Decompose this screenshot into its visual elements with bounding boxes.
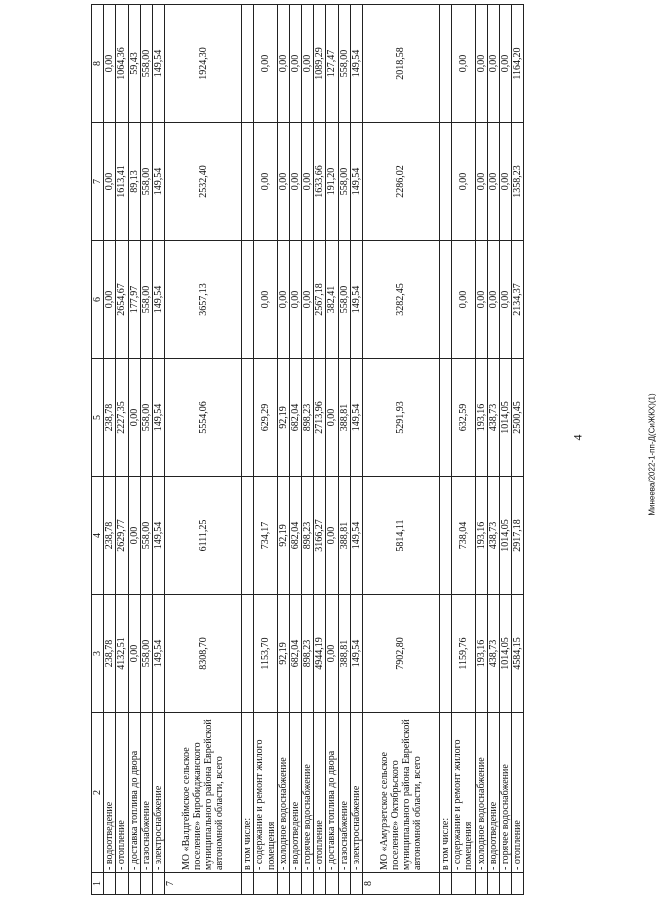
value-cell: 382,41 xyxy=(326,241,338,359)
header-row xyxy=(92,5,104,895)
table-row xyxy=(277,5,289,895)
value-cell: 2917,18 xyxy=(512,477,524,595)
value-cell xyxy=(440,359,452,477)
value-cell: 149,54 xyxy=(152,359,164,477)
row-name: МО «Валдгеймское сельское поселение» Биробиджанского муниципального района Еврейской автономной области, всего xyxy=(165,713,242,873)
table-row xyxy=(452,5,475,895)
value-cell: 193,16 xyxy=(475,359,487,477)
row-index xyxy=(289,873,301,895)
value-cell: 0,00 xyxy=(475,5,487,123)
row-name: - водоотведение xyxy=(104,713,116,873)
value-cell: 1153,70 xyxy=(254,595,277,713)
value-cell: 149,54 xyxy=(350,595,362,713)
value-cell: 0,00 xyxy=(302,123,314,241)
value-cell: 0,00 xyxy=(128,359,140,477)
value-cell: 3166,27 xyxy=(314,477,326,595)
value-cell: 0,00 xyxy=(475,241,487,359)
row-index xyxy=(475,873,487,895)
value-cell: 682,04 xyxy=(289,595,301,713)
row-index xyxy=(277,873,289,895)
value-cell: 149,54 xyxy=(350,123,362,241)
value-cell: 238,78 xyxy=(104,595,116,713)
row-name: - доставка топлива до двора xyxy=(128,713,140,873)
table-row xyxy=(302,5,314,895)
value-cell: 193,16 xyxy=(475,477,487,595)
value-cell: 149,54 xyxy=(350,241,362,359)
header-cell: 5 xyxy=(92,359,104,477)
value-cell: 0,00 xyxy=(289,123,301,241)
table-row xyxy=(104,5,116,895)
row-index xyxy=(338,873,350,895)
value-cell: 149,54 xyxy=(152,123,164,241)
value-cell: 558,00 xyxy=(338,123,350,241)
header-cell: 4 xyxy=(92,477,104,595)
row-name: - электроснабжение xyxy=(152,713,164,873)
value-cell: 558,00 xyxy=(140,241,152,359)
value-cell: 898,23 xyxy=(302,595,314,713)
row-name: в том числе: xyxy=(440,713,452,873)
value-cell: 682,04 xyxy=(289,477,301,595)
value-cell: 2532,40 xyxy=(165,123,242,241)
row-index xyxy=(350,873,362,895)
table-row xyxy=(289,5,301,895)
row-name: - холодное водоснабжение xyxy=(277,713,289,873)
value-cell: 558,00 xyxy=(140,477,152,595)
value-cell: 682,04 xyxy=(289,359,301,477)
page-number: 4 xyxy=(570,434,585,441)
value-cell: 558,00 xyxy=(140,123,152,241)
value-cell: 1358,23 xyxy=(512,123,524,241)
value-cell: 0,00 xyxy=(254,123,277,241)
row-name: - холодное водоснабжение xyxy=(475,713,487,873)
value-cell: 1924,30 xyxy=(165,5,242,123)
value-cell: 0,00 xyxy=(499,5,511,123)
value-cell: 1014,05 xyxy=(499,595,511,713)
value-cell xyxy=(242,359,254,477)
row-name: - доставка топлива до двора xyxy=(326,713,338,873)
row-index xyxy=(254,873,277,895)
table-row xyxy=(254,5,277,895)
value-cell: 2713,96 xyxy=(314,359,326,477)
value-cell xyxy=(242,595,254,713)
table-row xyxy=(440,5,452,895)
row-name: МО «Амурзетское сельское поселение» Октябрьского муниципального района Еврейской автономной области, всего xyxy=(363,713,440,873)
row-index xyxy=(140,873,152,895)
value-cell: 2567,18 xyxy=(314,241,326,359)
value-cell: 0,00 xyxy=(499,241,511,359)
header-cell: 2 xyxy=(92,713,104,873)
row-name: - водоотведение xyxy=(289,713,301,873)
value-cell: 632,59 xyxy=(452,359,475,477)
value-cell: 149,54 xyxy=(152,477,164,595)
value-cell: 5291,93 xyxy=(363,359,440,477)
value-cell: 898,23 xyxy=(302,477,314,595)
value-cell: 191,20 xyxy=(326,123,338,241)
row-index xyxy=(242,873,254,895)
value-cell: 238,78 xyxy=(104,359,116,477)
value-cell: 92,19 xyxy=(277,595,289,713)
value-cell: 438,73 xyxy=(487,359,499,477)
value-cell: 5814,11 xyxy=(363,477,440,595)
value-cell: 558,00 xyxy=(140,359,152,477)
row-index: 7 xyxy=(165,873,242,895)
table-row xyxy=(499,5,511,895)
value-cell: 1159,76 xyxy=(452,595,475,713)
value-cell: 388,81 xyxy=(338,595,350,713)
value-cell: 177,97 xyxy=(128,241,140,359)
table-row xyxy=(512,5,524,895)
row-index xyxy=(104,873,116,895)
value-cell: 3657,13 xyxy=(165,241,242,359)
value-cell: 149,54 xyxy=(350,359,362,477)
value-cell: 149,54 xyxy=(152,5,164,123)
row-name: - отопление xyxy=(512,713,524,873)
value-cell: 1089,29 xyxy=(314,5,326,123)
row-index xyxy=(487,873,499,895)
value-cell xyxy=(440,477,452,595)
header-cell: 1 xyxy=(92,873,104,895)
value-cell: 0,00 xyxy=(289,5,301,123)
value-cell: 8308,70 xyxy=(165,595,242,713)
value-cell: 0,00 xyxy=(499,123,511,241)
value-cell: 127,47 xyxy=(326,5,338,123)
row-name: - отопление xyxy=(116,713,128,873)
value-cell: 2629,77 xyxy=(116,477,128,595)
value-cell: 92,19 xyxy=(277,477,289,595)
row-name: - содержание и ремонт жилого помещения xyxy=(254,713,277,873)
table-row xyxy=(475,5,487,895)
value-cell xyxy=(242,241,254,359)
header-cell: 7 xyxy=(92,123,104,241)
value-cell xyxy=(242,477,254,595)
value-cell xyxy=(242,123,254,241)
value-cell: 558,00 xyxy=(140,595,152,713)
table-row xyxy=(152,5,164,895)
value-cell: 0,00 xyxy=(128,477,140,595)
row-name: - горячее водоснабжение xyxy=(499,713,511,873)
row-index xyxy=(512,873,524,895)
value-cell: 0,00 xyxy=(277,241,289,359)
row-index xyxy=(116,873,128,895)
value-cell: 1014,05 xyxy=(499,359,511,477)
value-cell: 0,00 xyxy=(104,241,116,359)
table-row xyxy=(165,5,242,895)
table-row xyxy=(487,5,499,895)
value-cell: 0,00 xyxy=(277,123,289,241)
value-cell: 1014,05 xyxy=(499,477,511,595)
value-cell: 4944,19 xyxy=(314,595,326,713)
value-cell: 0,00 xyxy=(254,241,277,359)
value-cell: 1613,41 xyxy=(116,123,128,241)
rotated-table-container xyxy=(92,0,524,886)
value-cell: 6111,25 xyxy=(165,477,242,595)
value-cell: 5554,06 xyxy=(165,359,242,477)
tariff-table xyxy=(91,4,524,895)
value-cell: 438,73 xyxy=(487,595,499,713)
value-cell: 2227,35 xyxy=(116,359,128,477)
value-cell: 92,19 xyxy=(277,359,289,477)
value-cell: 0,00 xyxy=(326,595,338,713)
row-index xyxy=(152,873,164,895)
value-cell: 4584,15 xyxy=(512,595,524,713)
row-name: - горячее водоснабжение xyxy=(302,713,314,873)
value-cell: 2654,67 xyxy=(116,241,128,359)
value-cell: 0,00 xyxy=(326,359,338,477)
row-name: - электроснабжение xyxy=(350,713,362,873)
value-cell: 149,54 xyxy=(152,241,164,359)
value-cell: 438,73 xyxy=(487,477,499,595)
value-cell: 0,00 xyxy=(452,5,475,123)
value-cell: 7902,80 xyxy=(363,595,440,713)
value-cell: 4132,51 xyxy=(116,595,128,713)
value-cell: 0,00 xyxy=(104,5,116,123)
table-rotation-frame xyxy=(91,5,524,895)
row-index xyxy=(314,873,326,895)
row-name: - газоснабжение xyxy=(140,713,152,873)
value-cell: 0,00 xyxy=(128,595,140,713)
value-cell: 898,23 xyxy=(302,359,314,477)
row-index xyxy=(452,873,475,895)
value-cell: 734,17 xyxy=(254,477,277,595)
value-cell: 0,00 xyxy=(302,5,314,123)
value-cell: 0,00 xyxy=(326,477,338,595)
row-index: 8 xyxy=(363,873,440,895)
value-cell: 1064,36 xyxy=(116,5,128,123)
value-cell: 2134,37 xyxy=(512,241,524,359)
value-cell: 149,54 xyxy=(350,5,362,123)
value-cell: 0,00 xyxy=(487,5,499,123)
table-row xyxy=(314,5,326,895)
value-cell: 2500,45 xyxy=(512,359,524,477)
row-index xyxy=(326,873,338,895)
value-cell: 388,81 xyxy=(338,359,350,477)
value-cell: 2018,58 xyxy=(363,5,440,123)
value-cell: 59,43 xyxy=(128,5,140,123)
value-cell: 558,00 xyxy=(338,241,350,359)
table-row xyxy=(140,5,152,895)
value-cell xyxy=(440,5,452,123)
row-name: - водоотведение xyxy=(487,713,499,873)
row-index xyxy=(128,873,140,895)
value-cell: 0,00 xyxy=(302,241,314,359)
table-row xyxy=(116,5,128,895)
value-cell: 149,54 xyxy=(152,595,164,713)
value-cell: 238,78 xyxy=(104,477,116,595)
row-name: - газоснабжение xyxy=(338,713,350,873)
value-cell: 1164,20 xyxy=(512,5,524,123)
footer-code: Минеева/2022-1-пп-Д(СиЖКХ)(1) xyxy=(647,393,657,516)
table-body xyxy=(104,5,524,895)
header-cell: 6 xyxy=(92,241,104,359)
value-cell: 388,81 xyxy=(338,477,350,595)
value-cell: 1633,66 xyxy=(314,123,326,241)
value-cell xyxy=(440,241,452,359)
value-cell xyxy=(440,595,452,713)
row-index xyxy=(440,873,452,895)
header-cell: 3 xyxy=(92,595,104,713)
value-cell: 558,00 xyxy=(338,5,350,123)
table-row xyxy=(363,5,440,895)
value-cell: 738,04 xyxy=(452,477,475,595)
header-cell: 8 xyxy=(92,5,104,123)
row-name: в том числе: xyxy=(242,713,254,873)
table-row xyxy=(128,5,140,895)
row-name: - содержание и ремонт жилого помещения xyxy=(452,713,475,873)
value-cell: 0,00 xyxy=(487,123,499,241)
value-cell: 0,00 xyxy=(277,5,289,123)
value-cell xyxy=(242,5,254,123)
value-cell: 2286,02 xyxy=(363,123,440,241)
row-index xyxy=(302,873,314,895)
value-cell: 558,00 xyxy=(140,5,152,123)
value-cell: 3282,45 xyxy=(363,241,440,359)
value-cell: 0,00 xyxy=(104,123,116,241)
table-row xyxy=(350,5,362,895)
value-cell: 0,00 xyxy=(475,123,487,241)
value-cell: 149,54 xyxy=(350,477,362,595)
row-name: - отопление xyxy=(314,713,326,873)
value-cell: 0,00 xyxy=(487,241,499,359)
value-cell: 0,00 xyxy=(452,241,475,359)
value-cell: 89,13 xyxy=(128,123,140,241)
value-cell: 629,29 xyxy=(254,359,277,477)
table-row xyxy=(242,5,254,895)
value-cell: 0,00 xyxy=(254,5,277,123)
table-row xyxy=(326,5,338,895)
value-cell: 0,00 xyxy=(452,123,475,241)
value-cell: 0,00 xyxy=(289,241,301,359)
value-cell xyxy=(440,123,452,241)
table-row xyxy=(338,5,350,895)
row-index xyxy=(499,873,511,895)
value-cell: 193,16 xyxy=(475,595,487,713)
